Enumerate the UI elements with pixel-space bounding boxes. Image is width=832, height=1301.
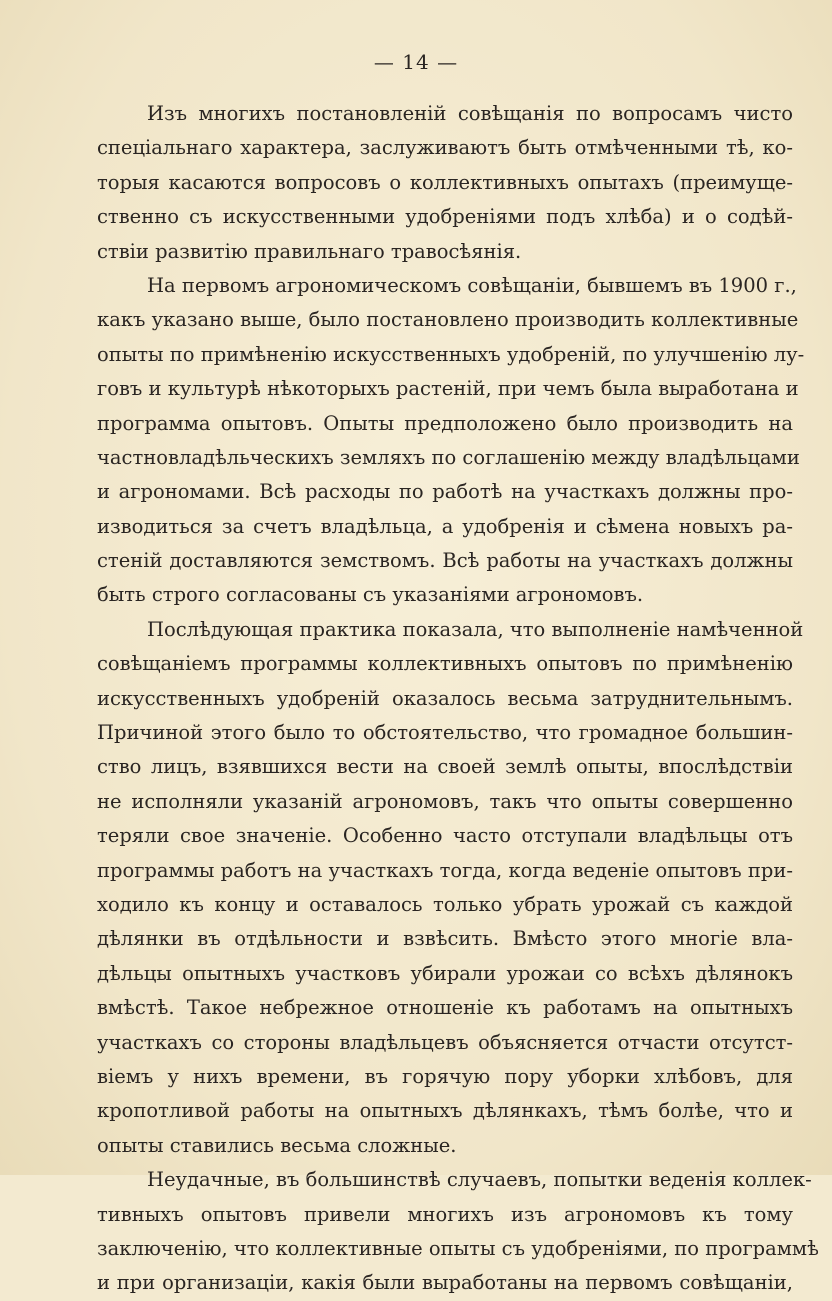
text-line: ство лицъ, взявшихся вести на своей землѣ опыты, впослѣдствіи bbox=[97, 755, 793, 779]
text-line: тивныхъ опытовъ привели многихъ изъ агрономовъ къ тому bbox=[97, 1202, 793, 1226]
text-line: спеціальнаго характера, заслуживаютъ быть отмѣченными тѣ, ко- bbox=[97, 136, 793, 160]
text-line: Причиной этого было то обстоятельство, что громадное большин- bbox=[97, 721, 793, 745]
text-line: программы работъ на участкахъ тогда, когда веденіе опытовъ при- bbox=[97, 858, 793, 882]
text-line: какъ указано выше, было постановлено производить коллективные bbox=[97, 308, 799, 332]
text-line: стеній доставляются земствомъ. Всѣ работы на участкахъ должны bbox=[97, 549, 793, 573]
text-line: торыя касаются вопросовъ о коллективныхъ опытахъ (преимуще- bbox=[97, 170, 793, 194]
text-line: кропотливой работы на опытныхъ дѣлянкахъ, тѣмъ болѣе, что и bbox=[97, 1099, 793, 1123]
body-text bbox=[97, 97, 819, 1301]
text-line: віемъ у нихъ времени, въ горячую пору уборки хлѣбовъ, для bbox=[97, 1064, 793, 1088]
text-line: Неудачные, въ большинствѣ случаевъ, попытки веденія коллек- bbox=[147, 1168, 812, 1192]
text-line: дѣлянки въ отдѣльности и взвѣсить. Вмѣсто этого многіе вла- bbox=[97, 927, 793, 951]
text-line: ствіи развитію правильнаго травосѣянія. bbox=[97, 239, 522, 263]
text-line: На первомъ агрономическомъ совѣщаніи, бывшемъ въ 1900 г., bbox=[147, 273, 797, 297]
text-line: изводиться за счетъ владѣльца, а удобренія и сѣмена новыхъ ра- bbox=[97, 514, 793, 538]
text-line: заключенію, что коллективные опыты съ удобреніями, по программѣ bbox=[97, 1236, 819, 1260]
text-line: совѣщаніемъ программы коллективныхъ опытовъ по примѣненію bbox=[97, 652, 793, 676]
text-line: ственно съ искусственными удобреніями подъ хлѣба) и о содѣй- bbox=[97, 205, 793, 229]
text-line: частновладѣльческихъ земляхъ по соглашенію между владѣльцами bbox=[97, 445, 800, 469]
paragraph bbox=[97, 1163, 819, 1301]
text-line: искусственныхъ удобреній оказалось весьма затруднительнымъ. bbox=[97, 686, 793, 710]
text-line: и при организаціи, какія были выработаны на первомъ совѣщаніи, bbox=[97, 1271, 793, 1295]
page-number: — 14 — bbox=[373, 50, 459, 74]
text-line: не исполняли указаній агрономовъ, такъ что опыты совершенно bbox=[97, 789, 793, 813]
text-line: вмѣстѣ. Такое небрежное отношеніе къ работамъ на опытныхъ bbox=[97, 996, 793, 1020]
text-line: Изъ многихъ постановленій совѣщанія по вопросамъ чисто bbox=[147, 102, 793, 125]
text-line: и агрономами. Всѣ расходы по работѣ на участкахъ должны про- bbox=[97, 480, 793, 504]
text-line: Послѣдующая практика показала, что выполненіе намѣченной bbox=[147, 617, 804, 641]
text-line: опыты ставились весьма сложные. bbox=[97, 1133, 457, 1157]
text-line: дѣльцы опытныхъ участковъ убирали урожаи со всѣхъ дѣлянокъ bbox=[97, 961, 793, 985]
paragraph bbox=[97, 269, 805, 613]
text-line: говъ и культурѣ нѣкоторыхъ растеній, при чемъ была выработана и bbox=[97, 377, 799, 401]
text-line: теряли свое значеніе. Особенно часто отступали владѣльцы отъ bbox=[97, 824, 793, 848]
text-line: участкахъ со стороны владѣльцевъ объясняется отчасти отсутст- bbox=[97, 1030, 793, 1054]
text-line: быть строго согласованы съ указаніями агрономовъ. bbox=[97, 583, 644, 607]
paragraph bbox=[97, 613, 804, 1163]
text-line: ходило къ концу и оставалось только убрать урожай съ каждой bbox=[97, 892, 793, 916]
text-line: программа опытовъ. Опыты предположено было производить на bbox=[97, 411, 793, 435]
text-line: опыты по примѣненію искусственныхъ удобреній, по улучшенію лу- bbox=[97, 342, 805, 366]
paragraph bbox=[97, 97, 793, 269]
